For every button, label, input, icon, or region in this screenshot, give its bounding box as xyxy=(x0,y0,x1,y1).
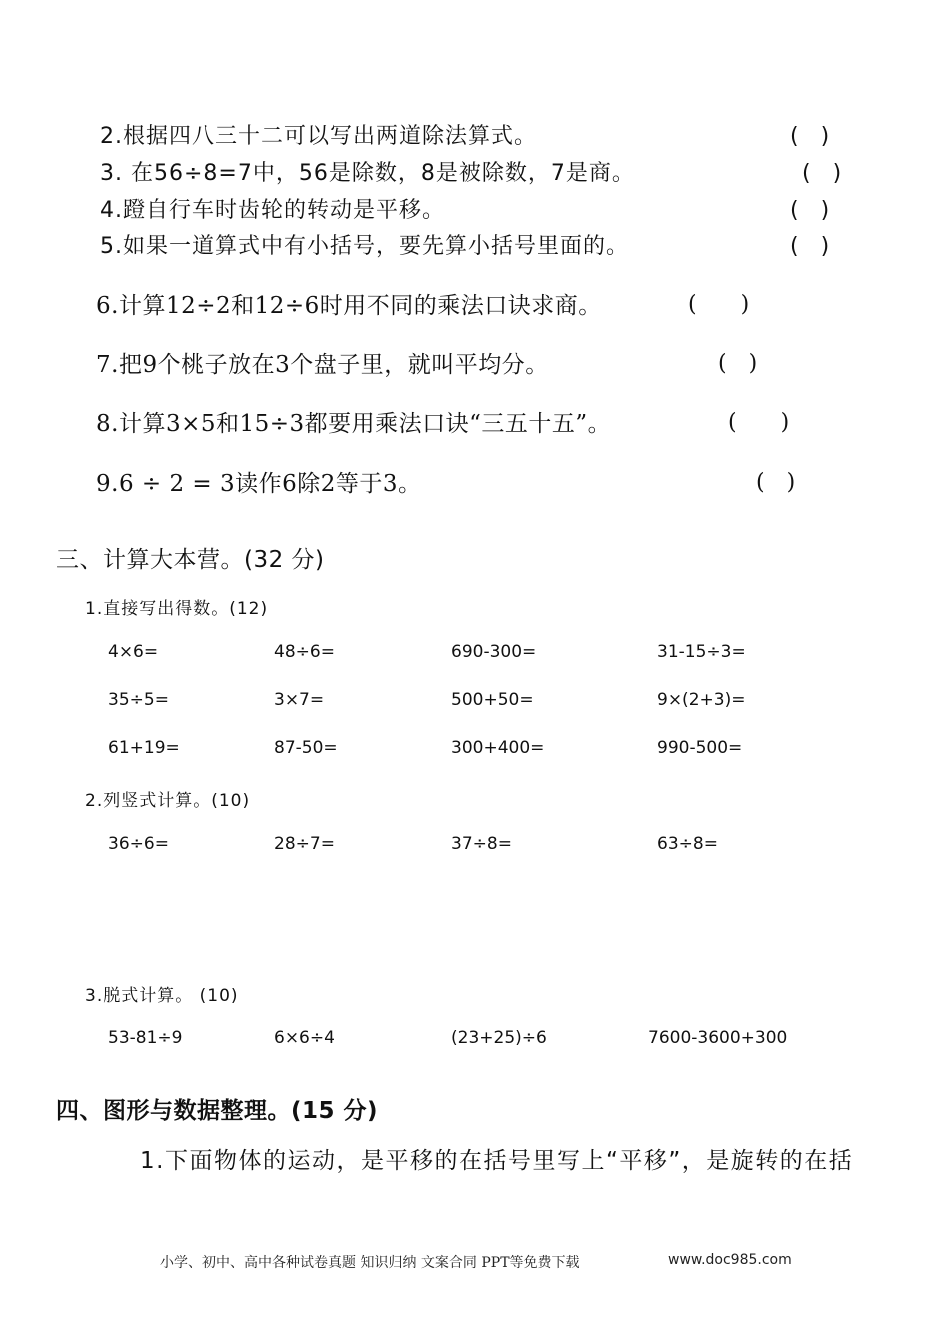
calc-item: 31-15÷3= xyxy=(657,642,746,662)
judgment-item-4: 4.蹬自行车时齿轮的转动是平移。 xyxy=(100,198,445,223)
calc-item: 36÷6= xyxy=(108,834,169,854)
footer-url[interactable]: www.doc985.com xyxy=(668,1252,792,1268)
section-4-question-1: 1.下面物体的运动，是平移的在括号里写上“平移”，是旋转的在括 xyxy=(140,1148,854,1174)
calc-item: 3×7= xyxy=(274,690,325,710)
answer-paren[interactable]: ( ) xyxy=(790,124,830,149)
calc-item: 35÷5= xyxy=(108,690,169,710)
judgment-item-8: 8.计算3×5和15÷3都要用乘法口诀“三五十五”。 xyxy=(96,411,612,437)
calc-item: 63÷8= xyxy=(657,834,718,854)
judgment-item-7: 7.把9个桃子放在3个盘子里，就叫平均分。 xyxy=(96,352,549,378)
judgment-item-3: 3. 在56÷8=7中，56是除数，8是被除数，7是商。 xyxy=(100,161,635,186)
calc-item: 61+19= xyxy=(108,738,180,758)
answer-paren[interactable]: ( ) xyxy=(728,410,790,435)
calc-item: 53-81÷9 xyxy=(108,1028,183,1048)
section-3-title: 三、计算大本营。(32 分) xyxy=(56,547,325,573)
answer-paren[interactable]: ( ) xyxy=(802,161,842,186)
calc-item: 28÷7= xyxy=(274,834,335,854)
answer-paren[interactable]: ( ) xyxy=(790,234,830,259)
part-2-title: 2.列竖式计算。(10) xyxy=(85,791,251,811)
answer-paren[interactable]: ( ) xyxy=(688,292,750,317)
calc-item: 990-500= xyxy=(657,738,743,758)
answer-paren[interactable]: ( ) xyxy=(718,351,758,376)
calc-item: 87-50= xyxy=(274,738,338,758)
judgment-item-5: 5.如果一道算式中有小括号，要先算小括号里面的。 xyxy=(100,234,629,259)
judgment-item-2: 2.根据四八三十二可以写出两道除法算式。 xyxy=(100,124,537,149)
calc-item: 48÷6= xyxy=(274,642,335,662)
calc-item: 7600-3600+300 xyxy=(648,1028,788,1048)
part-3-title: 3.脱式计算。 (10) xyxy=(85,986,239,1006)
answer-paren[interactable]: ( ) xyxy=(756,470,796,495)
part-1-title: 1.直接写出得数。(12) xyxy=(85,599,269,619)
calc-item: 300+400= xyxy=(451,738,545,758)
calc-item: 500+50= xyxy=(451,690,534,710)
answer-paren[interactable]: ( ) xyxy=(790,198,830,223)
calc-item: 4×6= xyxy=(108,642,159,662)
section-4-title: 四、图形与数据整理。(15 分) xyxy=(56,1098,379,1124)
footer-text: 小学、初中、高中各种试卷真题 知识归纳 文案合同 PPT等免费下载 xyxy=(160,1255,580,1271)
judgment-item-9: 9.6 ÷ 2 = 3读作6除2等于3。 xyxy=(96,471,422,497)
judgment-item-6: 6.计算12÷2和12÷6时用不同的乘法口诀求商。 xyxy=(96,293,602,319)
calc-item: 690-300= xyxy=(451,642,537,662)
calc-item: 9×(2+3)= xyxy=(657,690,746,710)
calc-item: 6×6÷4 xyxy=(274,1028,335,1048)
calc-item: (23+25)÷6 xyxy=(451,1028,547,1048)
calc-item: 37÷8= xyxy=(451,834,512,854)
